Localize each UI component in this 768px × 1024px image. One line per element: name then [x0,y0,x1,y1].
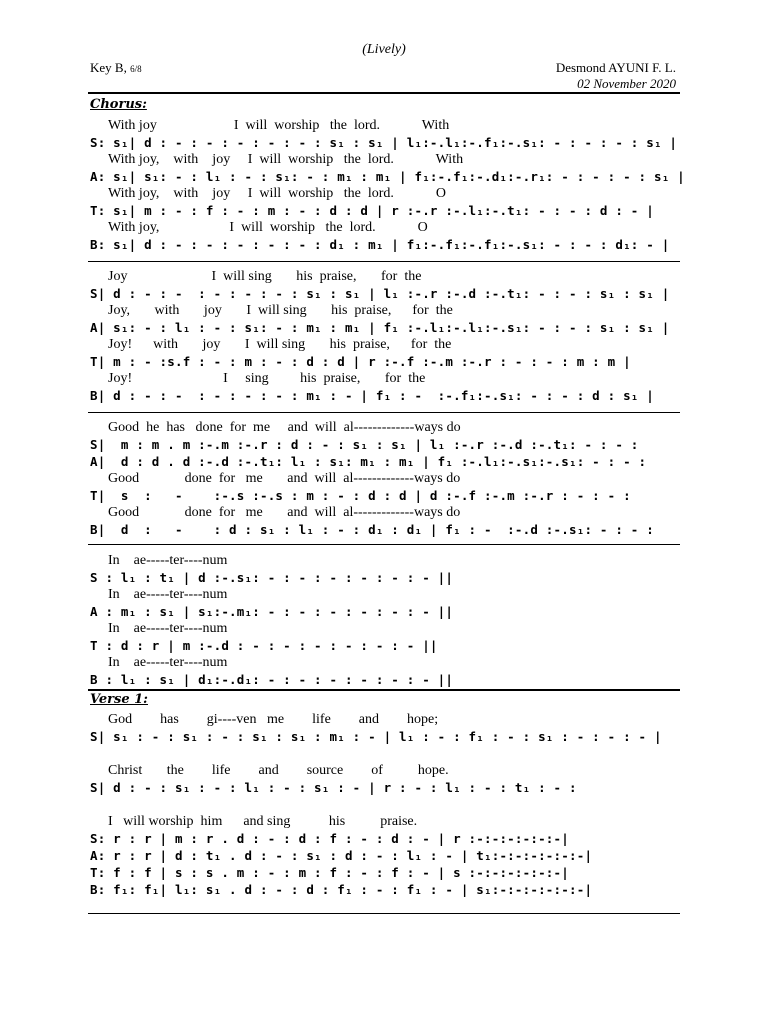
solfa-line: S| m : m . m :-.m :-.r : d : - : s₁ : s₁ | l₁ :-.r :-.d :-.t₁: - : - : [90,437,639,452]
solfa-line: S| d : - : - : - : - : - : s₁ : s₁ | l₁ :-.r :-.d :-.t₁: - : - : s₁ : s₁ | [90,286,670,301]
section-divider [88,412,680,413]
solfa-line: S: s₁| d : - : - : - : - : - : s₁ : s₁ | l₁:-.l₁:-.f₁:-.s₁: - : - : - : s₁ | [90,135,678,150]
lyric-line: Joy! with joy I will sing his praise, for the [108,337,452,352]
header-rule [88,92,680,94]
solfa-line: B : l₁ : s₁ | d₁:-.d₁: - : - : - : - : - : - || [90,672,454,687]
solfa-line: B| d : - : - : - : - : - : m₁ : - | f₁ : - :-.f₁:-.s₁: - : - : d : s₁ | [90,388,654,403]
solfa-line: S| s₁ : - : s₁ : - : s₁ : s₁ : m₁ : - | l₁ : - : f₁ : - : s₁ : - : - : - | [90,729,662,744]
solfa-line: T| m : - :s.f : - : m : - : d : d | r :-.f :-.m :-.r : - : - : m : m | [90,354,631,369]
tempo-marking: (Lively) [362,42,406,57]
time-signature: 6/8 [130,64,142,74]
solfa-line: T : d : r | m :-.d : - : - : - : - : - : - || [90,638,438,653]
end-rule [88,913,680,914]
lyric-line: Joy! I sing his praise, for the [108,371,426,386]
lyric-line: With joy I will worship the lord. With [108,118,450,133]
lyric-line: Good done for me and will al-------------ways do [108,505,461,520]
solfa-line: T: s₁| m : - : f : - : m : - : d : d | r :-.r :-.l₁:-.t₁: - : - : d : - | [90,203,654,218]
solfa-line: S: r : r | m : r . d : - : d : f : - : d : - | r :-:-:-:-:-:-| [90,831,569,846]
lyric-line: In ae-----ter----num [108,655,228,670]
lyric-line: With joy, with joy I will worship the lord. With [108,152,464,167]
solfa-line: B: s₁| d : - : - : - : - : - : d₁ : m₁ | f₁:-.f₁:-.f₁:-.s₁: - : - : d₁: - | [90,237,670,252]
lyric-line: In ae-----ter----num [108,553,228,568]
solfa-line: T: f : f | s : s . m : - : m : f : - : f : - | s :-:-:-:-:-:-| [90,865,569,880]
solfa-line: S| d : - : s₁ : - : l₁ : - : s₁ : - | r : - : l₁ : - : t₁ : - : [90,780,577,795]
lyric-line: Good done for me and will al-------------ways do [108,471,461,486]
solfa-line: A: s₁| s₁: - : l₁ : - : s₁: - : m₁ : m₁ | f₁:-.f₁:-.d₁:-.r₁: - : - : - : s₁ | [90,169,685,184]
solfa-line: A| d : d . d :-.d :-.t₁: l₁ : s₁: m₁ : m₁ | f₁ :-.l₁:-.s₁:-.s₁: - : - : [90,454,647,469]
lyric-line: Joy I will sing his praise, for the [108,269,422,284]
solfa-line: T| s : - :-.s :-.s : m : - : d : d | d :-.f :-.m :-.r : - : - : [90,488,631,503]
lyric-line: Joy, with joy I will sing his praise, for the [108,303,453,318]
lyric-line: In ae-----ter----num [108,621,228,636]
lyric-line: I will worship him and sing his praise. [108,814,418,829]
solfa-line: B: f₁: f₁| l₁: s₁ . d : - : d : f₁ : - : f₁ : - | s₁:-:-:-:-:-:-| [90,882,593,897]
key-label: Key B, [90,60,131,75]
solfa-line: S : l₁ : t₁ | d :-.s₁: - : - : - : - : - : - || [90,570,454,585]
solfa-line: A : m₁ : s₁ | s₁:-.m₁: - : - : - : - : - : - || [90,604,454,619]
lyric-line: With joy, I will worship the lord. O [108,220,428,235]
composer-name: Desmond AYUNI F. L. [555,60,676,75]
section-divider [88,261,680,262]
chorus-label: Chorus: [90,97,147,112]
solfa-line: B| d : - : d : s₁ : l₁ : - : d₁ : d₁ | f₁ : - :-.d :-.s₁: - : - : [90,522,654,537]
composition-date: 02 November 2020 [577,76,676,91]
lyric-line: Good he has done for me and will al-------------ways do [108,420,461,435]
lyric-line: Christ the life and source of hope. [108,763,449,778]
lyric-line: In ae-----ter----num [108,587,228,602]
solfa-line: A| s₁: - : l₁ : - : s₁: - : m₁ : m₁ | f₁ :-.l₁:-.l₁:-.s₁: - : - : s₁ : s₁ | [90,320,670,335]
lyric-line: God has gi----ven me life and hope; [108,712,439,727]
section-divider [88,544,680,545]
verse-rule [88,689,680,691]
solfa-line: A: r : r | d : t₁ . d : - : s₁ : d : - : l₁ : - | t₁:-:-:-:-:-:-| [90,848,593,863]
key-signature [90,60,142,76]
lyric-line: With joy, with joy I will worship the lord. O [108,186,447,201]
verse-label: Verse 1: [90,692,148,707]
